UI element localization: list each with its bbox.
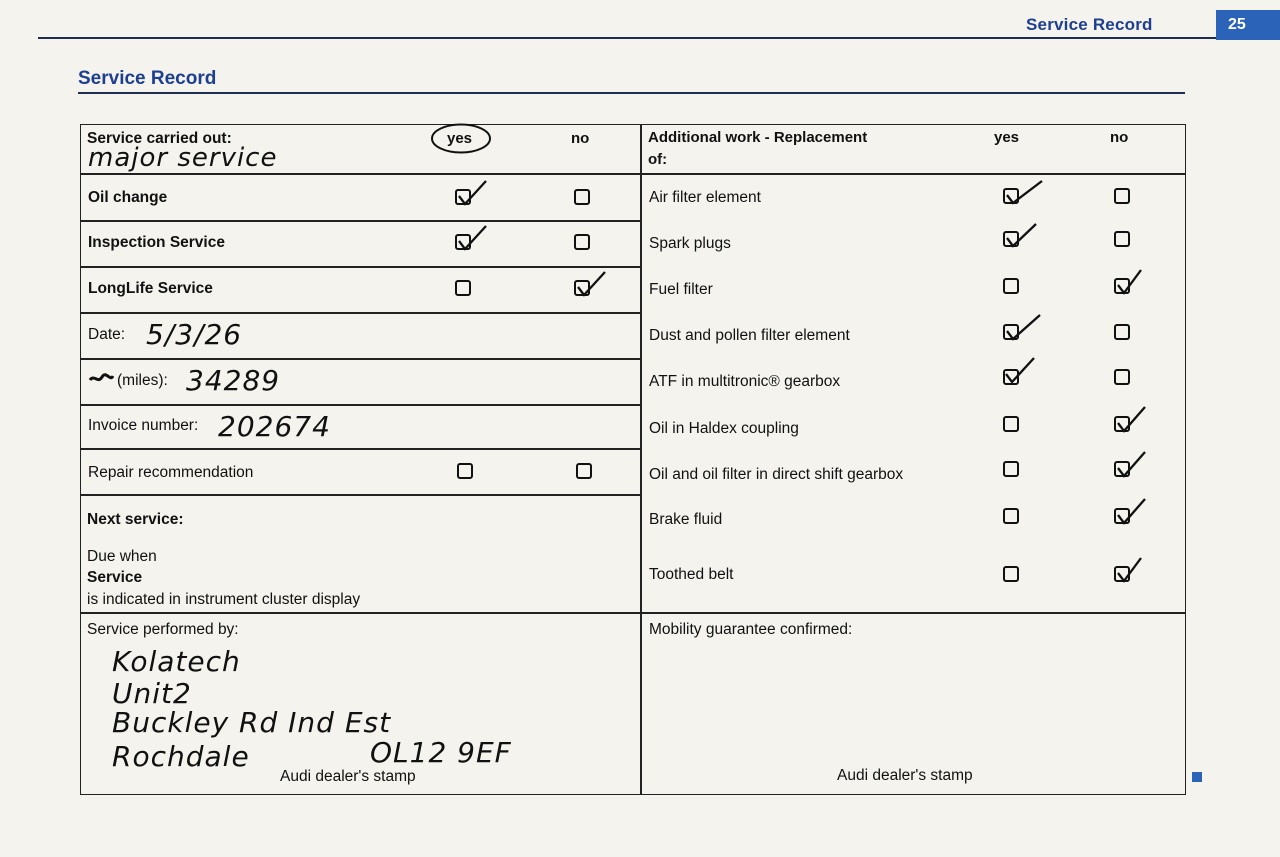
header-rule [38, 37, 1218, 39]
row-label-inspection-service: Inspection Service [88, 234, 225, 251]
checkmark-icon [456, 223, 488, 255]
row-divider [640, 173, 1186, 175]
miles-value: 34289 [186, 364, 281, 397]
checkmark-icon [1115, 497, 1149, 529]
inspection-yes-checkbox[interactable] [455, 234, 471, 250]
repair-yes-checkbox[interactable] [457, 463, 473, 479]
mobility-label: Mobility guarantee confirmed: [649, 621, 853, 638]
dealer-line-3: Buckley Rd Ind Est [112, 706, 392, 739]
additional-work-heading: Additional work - Replacement [648, 129, 868, 146]
fuel-filter-yes-checkbox[interactable] [1003, 278, 1019, 294]
checkmark-icon [1004, 358, 1038, 390]
longlife-no-checkbox[interactable] [574, 280, 590, 296]
miles-label: (miles): [117, 372, 168, 389]
air-filter-yes-checkbox[interactable] [1003, 188, 1019, 204]
row-label-spark-plugs: Spark plugs [649, 235, 731, 252]
row-divider [80, 358, 640, 360]
service-heading: Service carried out: [87, 130, 232, 147]
checkmark-icon [1004, 220, 1038, 252]
oil-change-yes-checkbox[interactable] [455, 189, 471, 205]
invoice-label: Invoice number: [88, 417, 199, 434]
row-divider [80, 266, 640, 268]
haldex-no-checkbox[interactable] [1114, 416, 1130, 432]
due-service-text: Service [87, 569, 143, 586]
toothed-belt-no-checkbox[interactable] [1114, 566, 1130, 582]
row-divider [80, 404, 640, 406]
row-label-longlife-service: LongLife Service [88, 280, 213, 297]
haldex-yes-checkbox[interactable] [1003, 416, 1019, 432]
checkmark-icon [1115, 450, 1149, 482]
spark-plugs-no-checkbox[interactable] [1114, 231, 1130, 247]
checkmark-icon [575, 269, 607, 301]
service-handwritten: major service [88, 143, 278, 173]
additional-work-heading-2: of: [648, 151, 668, 168]
air-filter-no-checkbox[interactable] [1114, 188, 1130, 204]
date-label: Date: [88, 326, 126, 343]
due-indicated-text: is indicated in instrument cluster display [87, 591, 361, 608]
fuel-filter-no-checkbox[interactable] [1114, 278, 1130, 294]
longlife-yes-checkbox[interactable] [455, 280, 471, 296]
invoice-value: 202674 [218, 410, 331, 443]
atf-yes-checkbox[interactable] [1003, 369, 1019, 385]
checkmark-icon [1115, 267, 1145, 299]
due-when-text: Due when [87, 548, 157, 565]
row-label-dsg-oil: Oil and oil filter in direct shift gearbox [649, 466, 904, 483]
row-divider [80, 220, 640, 222]
blue-marker-icon [1192, 772, 1202, 782]
row-label-oil-change: Oil change [88, 189, 168, 206]
spark-plugs-yes-checkbox[interactable] [1003, 231, 1019, 247]
row-label-atf-multitronic: ATF in multitronic® gearbox [649, 373, 841, 390]
checkmark-icon [1115, 555, 1145, 587]
section-title: Service Record [78, 68, 217, 89]
repair-label: Repair recommendation [88, 464, 254, 481]
pollen-filter-yes-checkbox[interactable] [1003, 324, 1019, 340]
checkmark-icon [1004, 313, 1044, 345]
dsg-oil-no-checkbox[interactable] [1114, 461, 1130, 477]
atf-no-checkbox[interactable] [1114, 369, 1130, 385]
row-label-air-filter: Air filter element [649, 189, 761, 206]
right-yes-header: yes [994, 129, 1020, 146]
checkmark-icon [456, 178, 488, 210]
row-label-toothed-belt: Toothed belt [649, 566, 734, 583]
row-label-brake-fluid: Brake fluid [649, 511, 723, 528]
inspection-no-checkbox[interactable] [574, 234, 590, 250]
row-divider [80, 173, 640, 175]
row-label-fuel-filter: Fuel filter [649, 281, 713, 298]
repair-no-checkbox[interactable] [576, 463, 592, 479]
dealer-line-2: Unit2 [112, 677, 192, 710]
left-yes-header: yes [447, 130, 473, 147]
brake-fluid-no-checkbox[interactable] [1114, 508, 1130, 524]
left-stamp-label: Audi dealer's stamp [280, 768, 416, 785]
toothed-belt-yes-checkbox[interactable] [1003, 566, 1019, 582]
right-no-header: no [1110, 129, 1129, 146]
next-service-heading: Next service: [87, 511, 184, 528]
checkmark-icon [1115, 405, 1149, 437]
row-divider [80, 312, 640, 314]
checkmark-icon [1004, 177, 1044, 209]
row-divider [80, 612, 1186, 614]
pollen-filter-no-checkbox[interactable] [1114, 324, 1130, 340]
row-label-haldex: Oil in Haldex coupling [649, 420, 799, 437]
performed-label: Service performed by: [87, 621, 239, 638]
row-label-pollen-filter: Dust and pollen filter element [649, 327, 850, 344]
column-divider [640, 124, 642, 795]
dealer-postcode: OL12 9EF [370, 736, 512, 769]
left-no-header: no [571, 130, 590, 147]
dealer-line-4: Rochdale [112, 740, 250, 773]
brake-fluid-yes-checkbox[interactable] [1003, 508, 1019, 524]
row-divider [80, 448, 640, 450]
date-value: 5/3/26 [146, 318, 243, 351]
page-number: 25 [1216, 10, 1280, 40]
oil-change-no-checkbox[interactable] [574, 189, 590, 205]
section-rule [78, 92, 1185, 94]
crossed-out-km-icon [88, 372, 114, 386]
right-stamp-label: Audi dealer's stamp [837, 767, 973, 784]
dealer-line-1: Kolatech [112, 645, 241, 678]
header-title: Service Record [1026, 15, 1153, 34]
row-divider [80, 494, 640, 496]
dsg-oil-yes-checkbox[interactable] [1003, 461, 1019, 477]
